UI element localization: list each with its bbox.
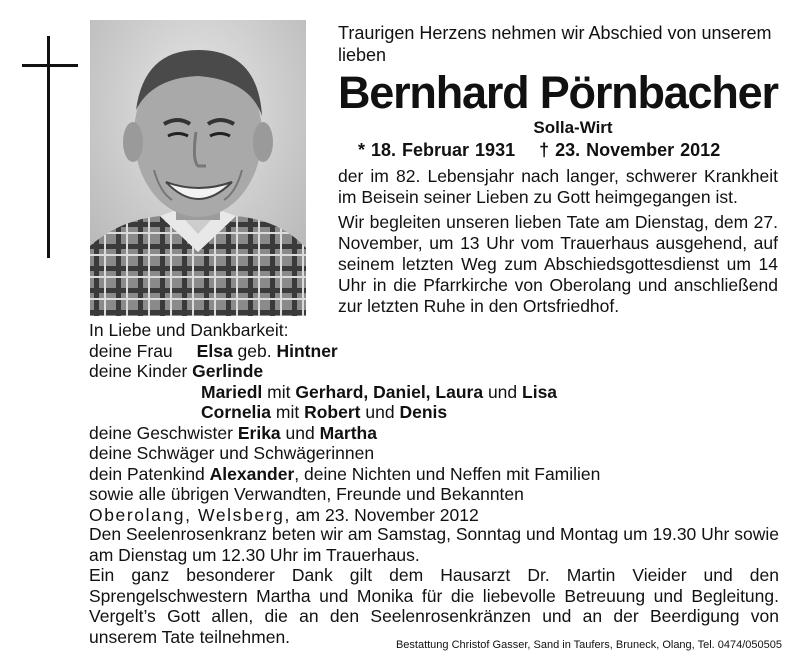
place-date: Oberolang, Welsberg, am 23. November 2012 (89, 504, 479, 525)
children-row: deine Kinder Gerlinde (89, 361, 264, 381)
portrait-photo (90, 20, 306, 316)
child-row: Cornelia mit Robert und Denis (201, 402, 448, 422)
cross-icon-vertical (47, 36, 50, 258)
paragraph-death: der im 82. Lebensjahr nach langer, schwerer Krankheit im Beisein seiner Lieben zu Gott heimgegangen ist. (338, 166, 778, 207)
rosary-paragraph: Den Seelenrosenkranz beten wir am Samstag, Sonntag und Montag um 19.30 Uhr sowie am Dienstag um 12.30 Uhr im Trauerhaus. (89, 524, 779, 565)
wife-row: deine Frau Elsa geb. Hintner (89, 340, 338, 361)
closing-text (89, 524, 779, 647)
family-list (89, 320, 789, 525)
thanks-paragraph: Ein ganz besonderer Dank gilt dem Hausarzt Dr. Martin Vieider und den Sprengelschwestern Martha und Monika für die liebevolle Betreuung und Begleitung. Vergelt’s Gott allen, die an den Seelenrosenkränzen und an der Beerdigung von unserem Tate teilnehmen. (89, 565, 779, 647)
intro-text: Traurigen Herzens nehmen wir Abschied von unserem lieben (338, 23, 772, 65)
death-date: † 23. November 2012 (539, 140, 721, 160)
header-block (338, 22, 778, 161)
in-laws-row: deine Schwäger und Schwägerinnen (89, 443, 375, 463)
paragraph-funeral: Wir begleiten unseren lieben Tate am Dienstag, dem 27. November, um 13 Uhr vom Trauerhaus ausgehend, auf seinem letzten Weg zum Abschiedsgottesdienst um 14 Uhr in die Pfarrkirche von Oberolang und anschließend zur letzten Ruhe in den Ortsfriedhof. (338, 212, 778, 316)
nickname: Solla-Wirt (533, 118, 613, 137)
birth-date: * 18. Februar 1931 (358, 140, 516, 160)
family-intro: In Liebe und Dankbarkeit: (89, 320, 289, 340)
cross-icon-horizontal (22, 64, 78, 67)
deceased-name: Bernhard Pörnbacher (338, 67, 778, 118)
undertaker-footer: Bestattung Christof Gasser, Sand in Taufers, Bruneck, Olang, Tel. 0474/050505 (395, 639, 782, 651)
relatives-row: sowie alle übrigen Verwandten, Freunde und Bekannten (89, 484, 524, 504)
announcement-text (338, 166, 778, 321)
godchild-row: dein Patenkind Alexander, deine Nichten und Neffen mit Familien (89, 463, 601, 484)
child-row: Mariedl mit Gerhard, Daniel, Laura und Lisa (201, 381, 558, 402)
siblings-row: deine Geschwister Erika und Martha (89, 422, 377, 443)
life-dates (358, 140, 778, 161)
